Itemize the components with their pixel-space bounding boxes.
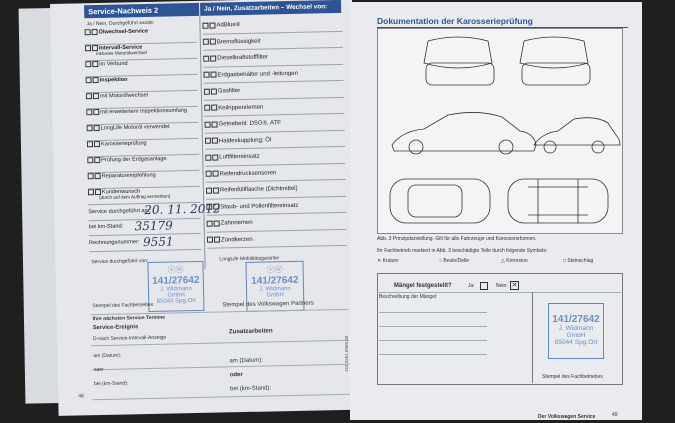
additional-item-label: Erdgasbehälter und -leitungen: [217, 70, 298, 79]
stamp-number: 141/27642: [251, 274, 299, 287]
yes-checkbox[interactable]: [85, 29, 91, 35]
no-checkbox[interactable]: [95, 189, 101, 195]
yes-checkbox[interactable]: [87, 125, 93, 131]
no-checkbox[interactable]: [210, 72, 216, 78]
note-line: [379, 340, 487, 341]
additional-work-header: Ja / Nein, Zusatzarbeiten – Wechsel von:: [200, 0, 341, 16]
divider: [92, 364, 350, 370]
stamp-line: GmbH: [167, 292, 185, 299]
performed-item-label: Karosserieprüfung: [100, 140, 147, 148]
damage-symbol-item: ○ Beule/Delle: [439, 258, 469, 264]
performed-item-label: Intervall-Service: [98, 44, 143, 52]
stamp-name: J. Widmann: [259, 286, 291, 293]
car-side-hatch: [534, 118, 620, 145]
performed-item-label: Kundenwunsch: [101, 188, 141, 196]
next-additional-work: Zusatzarbeiten: [228, 327, 273, 336]
stamp-name: J. Widmann: [558, 325, 594, 332]
damage-symbol-item: △ Korrosion: [501, 258, 528, 264]
performed-item-label: LongLife Motoröl verwendet: [100, 124, 170, 132]
no-checkbox[interactable]: [213, 187, 219, 193]
dealer-stamp-left: [147, 261, 204, 312]
performed-column-header: Ja / Nein, Durchgeführt wurde:: [86, 19, 155, 28]
no-checkbox[interactable]: [93, 109, 99, 115]
dealer-stamp-defects: [548, 303, 604, 359]
no-checkbox[interactable]: [213, 171, 219, 177]
next-display-label: D-nach Service-Intervall-Anzeige: [92, 334, 167, 343]
yes-checkbox[interactable]: [206, 171, 212, 177]
defects-no-label: Nein:: [496, 283, 508, 289]
note-line: [379, 312, 487, 313]
stamp-city: 85044 Spg.Ort: [156, 298, 196, 305]
stamp-number: 141/27642: [552, 314, 600, 325]
yes-checkbox[interactable]: [204, 105, 210, 111]
next-service-event: Service-Ereignis: [92, 324, 139, 332]
vw-logo-icon: ⓥⓦ: [167, 265, 184, 275]
yes-checkbox[interactable]: [205, 154, 211, 160]
no-checkbox[interactable]: [93, 93, 99, 99]
left-page-service-record: [50, 0, 361, 416]
footer-label: Der Volkswagen Service: [538, 414, 596, 420]
additional-item-label: Getriebeöl: DSG®, ATF: [218, 120, 281, 128]
yes-checkbox[interactable]: [88, 189, 94, 195]
vw-logo-icon: ⓥⓦ: [266, 265, 283, 275]
no-checkbox[interactable]: [93, 77, 99, 83]
km-label: bei km-Stand:: [88, 223, 124, 231]
no-checkbox[interactable]: [214, 237, 220, 243]
car-diagram: [377, 28, 623, 234]
no-checkbox[interactable]: [212, 154, 218, 160]
no-checkbox[interactable]: [211, 105, 217, 111]
yes-checkbox[interactable]: [204, 121, 210, 127]
stamp-name: J. Widmann: [160, 286, 192, 293]
divider: [377, 292, 621, 293]
no-checkbox[interactable]: [92, 61, 98, 67]
no-checkbox[interactable]: [210, 55, 216, 61]
right-page-body-inspection: [350, 2, 642, 420]
yes-checkbox[interactable]: [203, 39, 209, 45]
performed-item-label: Inspektion: [99, 76, 128, 84]
defects-no-checkbox[interactable]: ✕: [511, 282, 518, 289]
damage-symbol-item: ✕ Kratzer: [377, 258, 399, 264]
yes-checkbox[interactable]: [206, 204, 212, 210]
yes-checkbox[interactable]: [87, 141, 93, 147]
car-outline-diagram: [378, 29, 622, 233]
divider: [91, 309, 349, 315]
no-checkbox[interactable]: [92, 29, 98, 35]
defects-yes-checkbox[interactable]: [480, 282, 488, 290]
no-checkbox[interactable]: [211, 121, 217, 127]
defects-question: Mängel festgestellt?: [394, 283, 452, 289]
defects-stamp-label: Stempel des Fachbetriebes: [542, 374, 603, 380]
no-checkbox[interactable]: [94, 141, 100, 147]
performed-item-row: [88, 187, 200, 205]
no-checkbox[interactable]: [212, 138, 218, 144]
performed-item-label: Ölwechsel-Service: [98, 28, 149, 36]
service-record-title: Service-Nachweis 2: [84, 3, 199, 18]
yes-checkbox[interactable]: [204, 88, 210, 94]
yes-checkbox[interactable]: [206, 187, 212, 193]
additional-item-label: Gasfilter: [217, 88, 241, 95]
yes-checkbox[interactable]: [207, 220, 213, 226]
symbol-instruction: Ihr Fachbetrieb markiert in Abb. 3 beschädigte Teile durch folgende Symbole:: [377, 248, 548, 254]
next-or-label: oder: [93, 366, 104, 374]
performed-by-label: Service durchgeführt von:: [91, 257, 149, 266]
defects-description-label: Beschreibung der Mängel:: [379, 294, 438, 300]
invoice-label: Rechnungsnummer:: [88, 239, 140, 247]
next-service-header: Ihre nächsten Service-Termine: [92, 314, 166, 323]
yes-checkbox[interactable]: [87, 157, 93, 163]
no-checkbox[interactable]: [209, 22, 215, 28]
performed-item-note: inklusive Motorölwechsel: [96, 50, 147, 57]
no-checkbox[interactable]: [94, 157, 100, 163]
yes-checkbox[interactable]: [202, 22, 208, 28]
performed-item-label: Reparaturempfehlung: [101, 172, 156, 180]
performed-item-label: Prüfung der Erdgasanlage: [101, 156, 167, 164]
performed-item-label: im Verbund: [99, 60, 128, 68]
left-page-number: 48: [78, 393, 84, 400]
km-value: 35179: [134, 218, 173, 234]
service-date-value: 20. 11. 2012: [144, 201, 221, 218]
divider: [92, 394, 350, 400]
yes-checkbox[interactable]: [88, 173, 94, 179]
car-side-sedan: [392, 112, 536, 151]
additional-item-label: Bremsflüssigkeit: [216, 38, 261, 46]
no-checkbox[interactable]: [213, 204, 219, 210]
yes-checkbox[interactable]: [207, 237, 213, 243]
next-or-label-right: oder: [229, 372, 243, 379]
longlife-label: LongLife Mobilitätsgarantie: [219, 255, 280, 263]
body-inspection-title: Dokumentation der Karosserieprüfung: [377, 16, 533, 26]
car-top-view: [390, 179, 490, 223]
service-date-label: Service durchgeführt am:: [88, 207, 151, 216]
stamp-number: 141/27642: [152, 274, 200, 287]
no-checkbox[interactable]: [210, 39, 216, 45]
yes-checkbox[interactable]: [86, 77, 92, 83]
additional-item-label: Keilrippenriemen: [218, 104, 264, 111]
note-line: [379, 354, 487, 355]
next-km-label: bei (km-Stand):: [93, 380, 129, 388]
yes-checkbox[interactable]: [203, 55, 209, 61]
additional-item-label: Reifendrucksensoren: [219, 169, 277, 177]
right-page-number: 49: [612, 412, 618, 418]
additional-item-label: AdBlue®: [216, 22, 241, 29]
yes-checkbox[interactable]: [205, 138, 211, 144]
no-checkbox[interactable]: [94, 125, 100, 131]
invoice-value: 9551: [142, 234, 174, 250]
additional-item-label: Dieselkraftstofffilter: [217, 54, 269, 62]
yes-checkbox[interactable]: [85, 45, 91, 51]
additional-item-label: Staub- und Pollenfiltereinsatz: [220, 202, 299, 210]
stamp-city: 85044 Spg.Ort: [554, 339, 598, 346]
stamp-line-right-label: Stempel des Volkswagen Partners: [222, 300, 314, 309]
additional-item-label: Luftfiltereinsatz: [219, 153, 260, 161]
no-checkbox[interactable]: [214, 220, 220, 226]
next-km-label-right: bei (km-Stand):: [230, 385, 272, 393]
performed-item-note: (durch auf dem Auftrag vermerken): [99, 194, 171, 201]
yes-checkbox[interactable]: [203, 72, 209, 78]
yes-checkbox[interactable]: [86, 93, 92, 99]
car-underbody-view: [508, 179, 608, 223]
next-date-label: am (Datum):: [93, 352, 122, 360]
performed-item-label: mit erweitertem Inspektionsumfang: [100, 107, 188, 116]
no-checkbox[interactable]: [92, 45, 98, 51]
spine-code: 152.5561.6068.00: [344, 335, 349, 372]
no-checkbox[interactable]: [95, 173, 101, 179]
damage-symbol-item: □ Steinschlag: [563, 258, 594, 264]
additional-item-label: Zündkerzen: [220, 236, 253, 243]
yes-checkbox[interactable]: [85, 61, 91, 67]
diagram-caption: Abb. 3 Prinzipdarstellung. Gilt für alle Fahrzeuge und Karosserieformen.: [377, 236, 537, 242]
additional-item-label: Haldexkupplung: Öl: [218, 136, 272, 144]
next-date-label-right: am (Datum):: [229, 357, 263, 365]
additional-item-row: [207, 229, 347, 248]
stamp-line: GmbH: [566, 332, 586, 339]
defects-yes-label: Ja:: [468, 283, 475, 289]
additional-item-label: Zahnriemen: [220, 219, 253, 227]
stamp-line-left-label: Stempel des Fachbetriebes: [92, 301, 154, 310]
stamp-line: GmbH: [266, 292, 284, 299]
yes-checkbox[interactable]: [86, 109, 92, 115]
performed-item-label: mit Motorölwechsel: [99, 92, 148, 100]
note-line: [379, 326, 487, 327]
additional-item-label: Reifenfüllflasche (Dichtmittel): [219, 185, 298, 194]
no-checkbox[interactable]: [211, 88, 217, 94]
stamp-divider: [532, 292, 533, 383]
